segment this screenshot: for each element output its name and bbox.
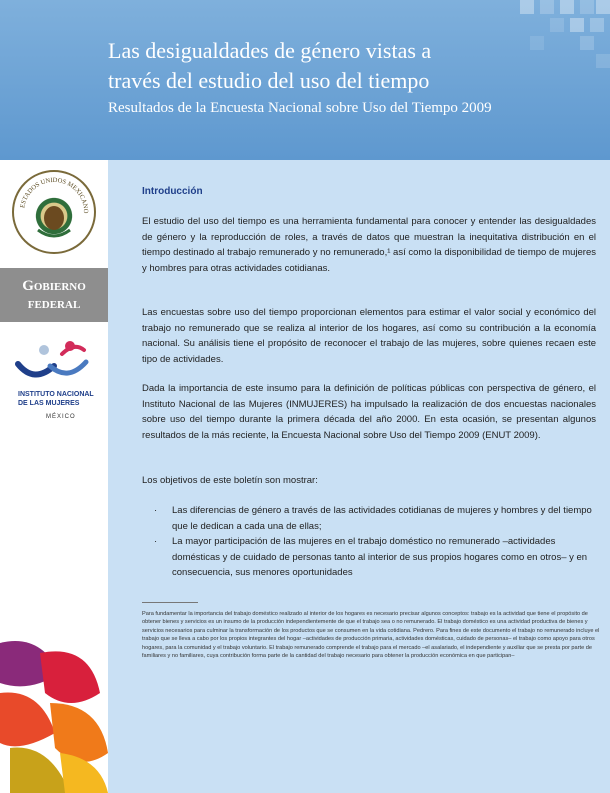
section-heading: Introducción <box>142 186 203 197</box>
title-line-2: través del estudio del uso del tiempo <box>108 68 430 93</box>
inmujeres-logo-icon <box>14 336 92 386</box>
gobierno-federal-logo <box>0 268 108 322</box>
seal-text: ESTADOS UNIDOS MEXICANO <box>19 176 90 214</box>
inmujeres-name <box>18 390 98 408</box>
gobierno-label: Gobierno <box>22 278 86 294</box>
mexican-seal-icon <box>12 170 96 254</box>
footnote-divider <box>142 602 198 603</box>
bullet-mark: · <box>154 505 158 516</box>
document-title <box>108 36 598 96</box>
inmujeres-line-2: DE LAS MUJERES <box>18 400 80 407</box>
document-subtitle: Resultados de la Encuesta Nacional sobre Uso del Tiempo 2009 <box>108 100 492 116</box>
bullet-text: La mayor participación de las mujeres en el trabajo doméstico no remunerado –actividades domésticas y de cuidado de personas tanto al interior de sus propios hogares como en otros– y en consecuencia, sus menores oportunidades <box>172 536 588 578</box>
footnote-text: Para fundamentar la importancia del trabajo doméstico realizado al interior de los hogares es necesario precisar algunos conceptos: trabajo es la actividad que tiene el propósito de obtener bienes y servicios es un insumo de la producción independientemente de que el trabajo sea o no remunerado. El trabajo doméstico es una actividad productiva de bienes y servicios necesarios para culminar la transformación de los productos que se consumen en la vida cotidiana. Pedrero. Para fines de este documento el trabajo no remunerado incluye el trabajo que se lleva a cabo por los propios integrantes del hogar –actividades de producción primaria, actividades domésticas, cuidado de personas– el trabajo como apoyo para otros hogares, para la comunidad y el trabajo voluntario. El trabajo remunerado comprende el trabajo para el mercado –el asalariado, el independiente y auxiliar que se presta por parte de familiares y no familiares, cuya contribución forma parte de la cantidad del trabajo necesario para obtener la producción económica en que participan– <box>142 611 600 660</box>
decorative-petals-icon <box>0 633 108 793</box>
bullet-text: Las diferencias de género a través de las actividades cotidianas de mujeres y hombres y del tiempo que le dedican a cada una de ellas; <box>172 505 592 532</box>
paragraph-2: Las encuestas sobre uso del tiempo proporcionan elementos para estimar el valor social y económico del trabajo no remunerado que se realiza al interior de los hogares, así como su contribución a la economía nacional. Su análisis tiene el propósito de reconocer el trabajo de las mujeres, sobre quienes recaen este tipo de actividades. <box>142 307 596 365</box>
paragraph-3: Dada la importancia de este insumo para la definición de políticas públicas con perspectiva de género, el Instituto Nacional de las Mujeres (INMUJERES) ha impulsado la realización de dos encuestas nacionales sobre uso del tiempo durante la primera década del año 2000. En esta ocasión, se presentan algunos resultados de la más reciente, la Encuesta Nacional sobre Uso del Tiempo 2009 (ENUT 2009). <box>142 383 596 441</box>
bullet-mark: · <box>154 536 158 547</box>
list-item <box>154 534 598 581</box>
inmujeres-country: MÉXICO <box>46 414 76 420</box>
paragraph-4: Los objetivos de este boletín son mostrar: <box>142 475 318 486</box>
list-item <box>154 503 598 534</box>
paragraph-1: El estudio del uso del tiempo es una herramienta fundamental para conocer y entender las desigualdades de género y la reproducción de roles, a través de datos que muestran la inequitativa distribución en el tiempo destinado al trabajo remunerado y no remunerado,¹ así como la disponibilidad de tiempo de mujeres y hombres para otras actividades cotidianas. <box>142 216 596 274</box>
title-line-1: Las desigualdades de género vistas a <box>108 38 432 63</box>
inmujeres-line-1: INSTITUTO NACIONAL <box>18 391 94 398</box>
federal-label: federal <box>27 296 81 312</box>
